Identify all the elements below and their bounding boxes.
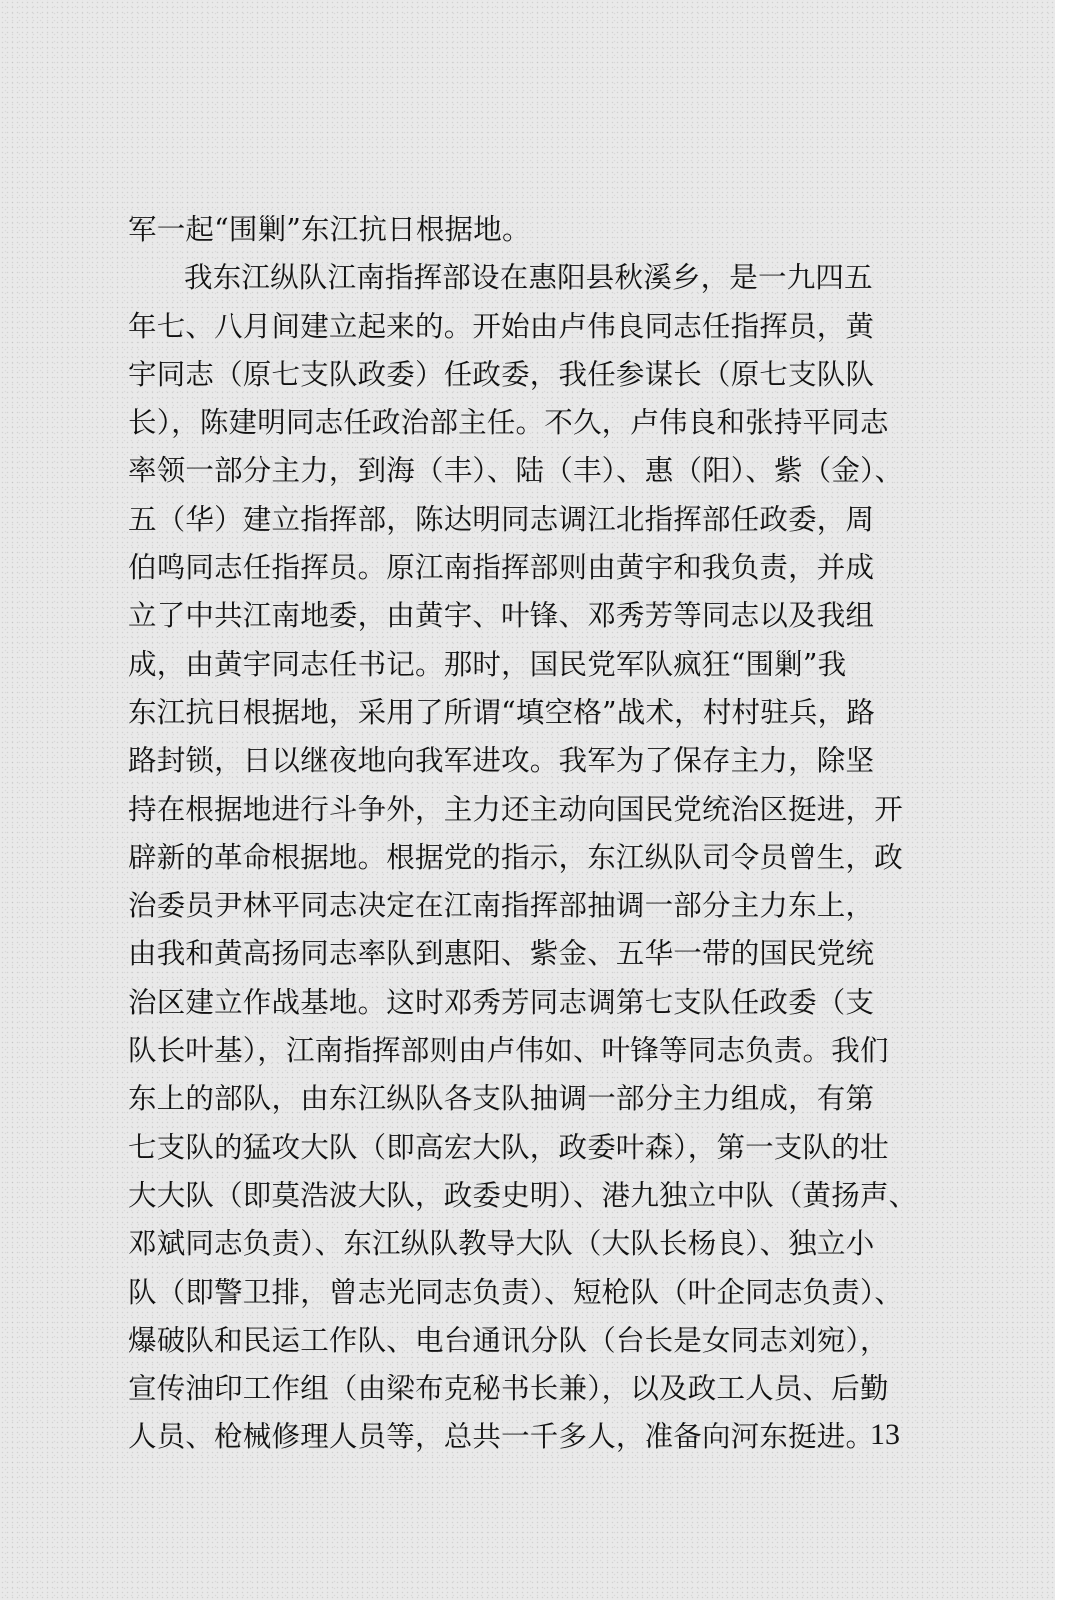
text-line-16: 由我和黄高扬同志率队到惠阳、紫金、五华一带的国民党统 [128,937,875,971]
text-line-21: 大大队（即莫浩波大队，政委史明）、港九独立中队（黄扬声、 [128,1178,918,1212]
text-line-17: 治区建立作战基地。这时邓秀芳同志调第七支队任政委（支 [128,985,875,1019]
text-line-1: 军一起“围剿”东江抗日根据地。 [128,213,531,246]
text-line-15: 治委员尹林平同志决定在江南指挥部抽调一部分主力东上， [128,889,875,923]
text-line-20: 七支队的猛攻大队（即高宏大队，政委叶森），第一支队的壮 [128,1130,889,1164]
text-line-26: 人员、枪械修理人员等，总共一千多人，准备向河东挺进。 [128,1420,875,1454]
text-line-24: 爆破队和民运工作队、电台通讯分队（台长是女同志刘宛）， [128,1323,889,1357]
text-line-14: 辟新的革命根据地。根据党的指示，东江纵队司令员曾生，政 [128,840,903,874]
page-number: 13 [870,1418,900,1451]
text-line-13: 持在根据地进行斗争外，主力还主动向国民党统治区挺进，开 [128,792,903,826]
text-line-7: 五（华）建立指挥部，陈达明同志调江北指挥部任政委，周 [128,502,875,536]
text-line-19: 东上的部队，由东江纵队各支队抽调一部分主力组成，有第 [128,1082,875,1116]
text-line-25: 宣传油印工作组（由梁布克秘书长兼），以及政工人员、后勤 [128,1372,889,1406]
text-line-3: 年七、八月间建立起来的。开始由卢伟良同志任指挥员，黄 [128,309,875,343]
text-line-2: 我东江纵队江南指挥部设在惠阳县秋溪乡，是一九四五 [184,261,873,295]
text-line-6: 率领一部分主力，到海（丰）、陆（丰）、惠（阳）、紫（金）、 [128,454,904,488]
text-line-22: 邓斌同志负责）、东江纵队教导大队（大队长杨良）、独立小 [128,1227,875,1261]
text-line-5: 长），陈建明同志任政治部主任。不久，卢伟良和张持平同志 [128,406,889,440]
text-line-11: 东江抗日根据地，采用了所谓“填空格”战术，村村驻兵，路 [128,695,876,729]
text-line-9: 立了中共江南地委，由黄宇、叶锋、邓秀芳等同志以及我组 [128,599,875,633]
text-line-18: 队长叶基），江南指挥部则由卢伟如、叶锋等同志负责。我们 [128,1034,889,1068]
text-line-12: 路封锁，日以继夜地向我军进攻。我军为了保存主力，除坚 [128,744,875,778]
text-line-23: 队（即警卫排，曾志光同志负责）、短枪队（叶企同志负责）、 [128,1275,904,1309]
text-line-8: 伯鸣同志任指挥员。原江南指挥部则由黄宇和我负责，并成 [128,551,875,585]
body-text [128,206,940,1462]
text-line-4: 宇同志（原七支队政委）任政委，我任参谋长（原七支队队 [128,357,875,391]
text-line-10: 成，由黄宇同志任书记。那时，国民党军队疯狂“围剿”我 [128,647,847,681]
scan-margin [1055,0,1077,1600]
